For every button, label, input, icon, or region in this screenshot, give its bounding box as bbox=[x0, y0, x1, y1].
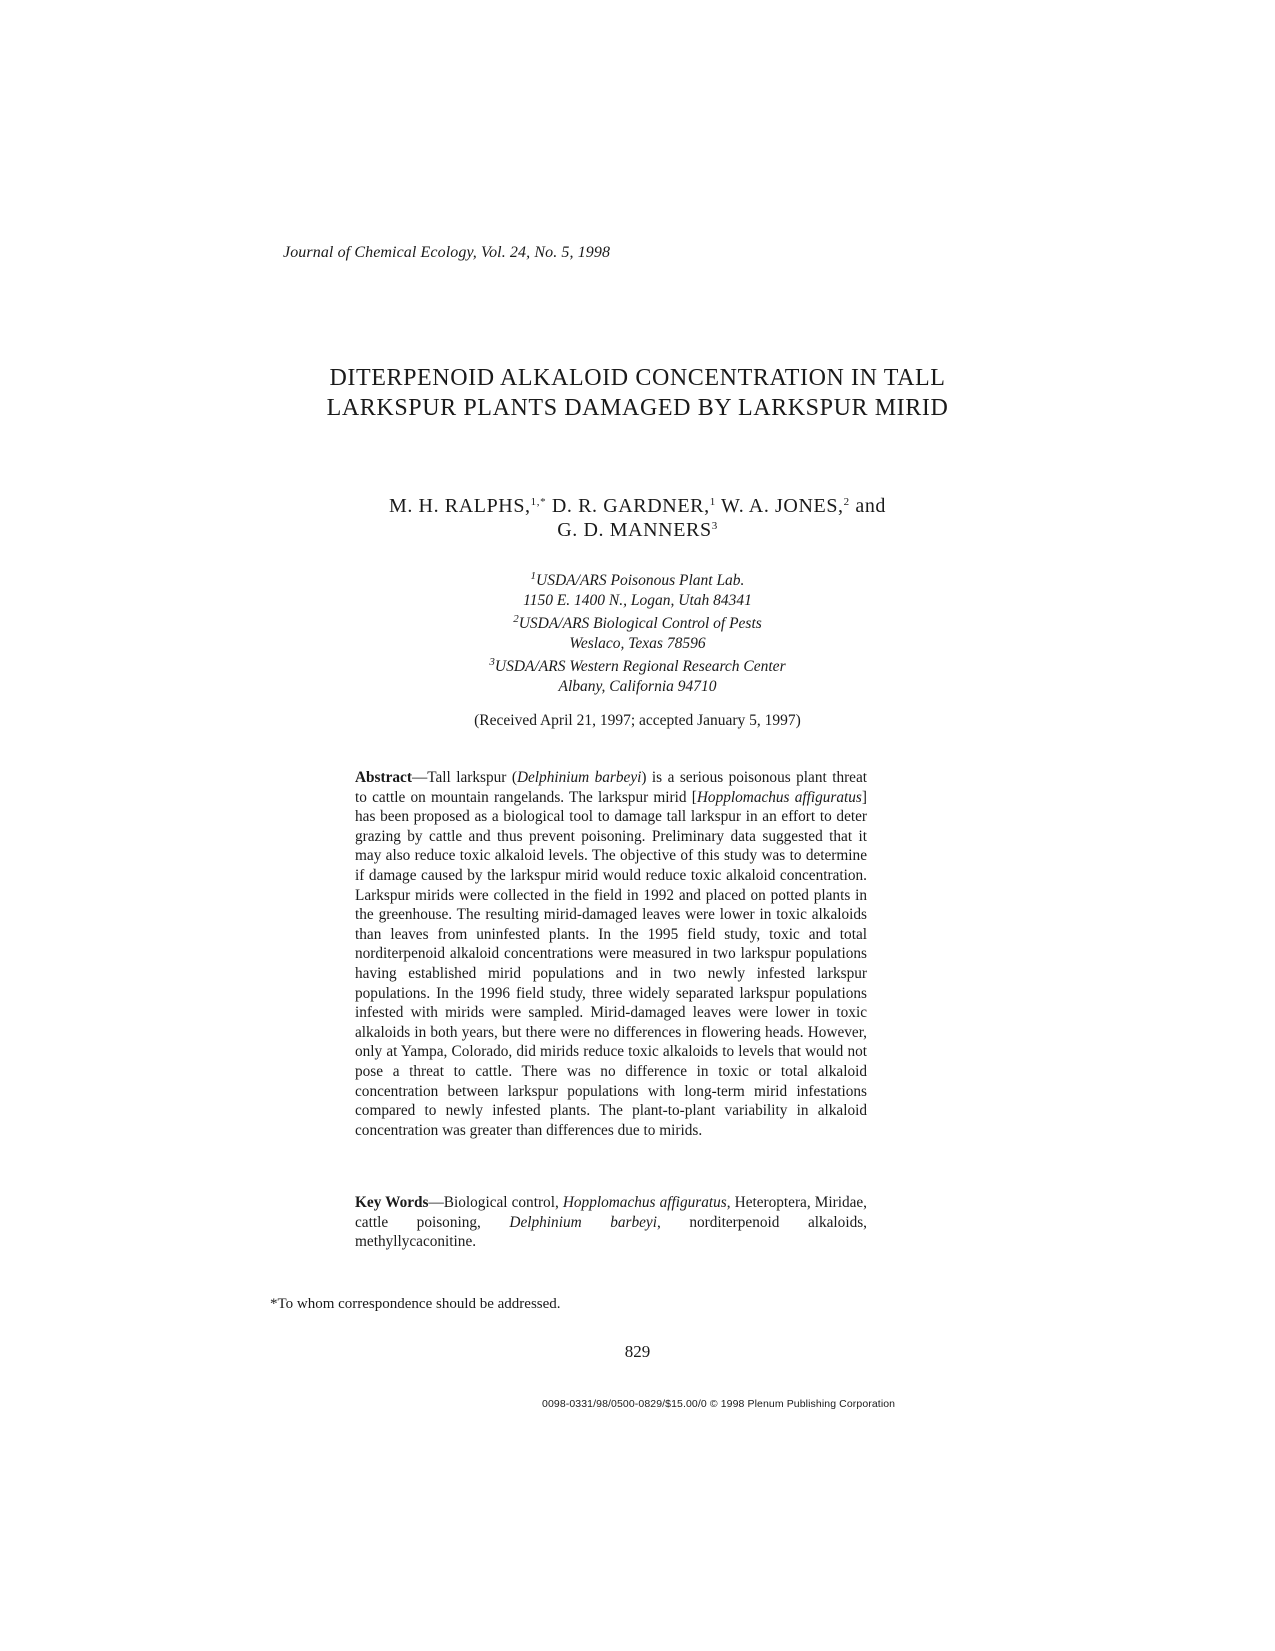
keywords-species-name: Delphinium barbeyi bbox=[509, 1213, 657, 1231]
received-dates: (Received April 21, 1997; accepted January 5, 1997) bbox=[474, 712, 801, 729]
keywords-text: , Heteroptera, Miridae, cattle poisoning, bbox=[355, 1194, 867, 1231]
abstract-text: ] has been proposed as a biological tool to damage tall larkspur in an effort to deter grazing by cattle and thus prevent poisoning. Preliminary data suggested that it may also reduce toxic alkaloid levels. The objective of this study was to determine if damage caused by the larkspur mirid would reduce toxic alkaloid concentration. Larkspur mirids were collected in the field in 1992 and placed on potted plants in the greenhouse. The resulting mirid-damaged leaves were lower in toxic alkaloids than leaves from uninfested plants. In the 1995 field study, toxic and total norditerpenoid alkaloid concentrations were measured in two larkspur populations having established mirid populations and in two newly infested larkspur populations. In the 1996 field study, three widely separated larkspur populations infested with mirids were sampled. Mirid-damaged leaves were lower in toxic alkaloids in both years, but there were no differences in flowering heads. However, only at Yampa, Colorado, did mirids reduce toxic alkaloids to levels that would not pose a threat to cattle. There was no difference in toxic or total alkaloid concentration between larkspur populations with long-term mirid infestations compared to newly infested plants. The plant-to-plant variability in alkaloid concentration was greater than differences due to mirids. bbox=[355, 788, 867, 1139]
keywords-text: , norditerpenoid alkaloids, methyllycaconitine. bbox=[355, 1213, 868, 1251]
affiliation-2 bbox=[200, 614, 1075, 653]
author-conjunction: and bbox=[855, 495, 887, 517]
title-line-2: LARKSPUR PLANTS DAMAGED BY LARKSPUR MIRID bbox=[326, 395, 949, 421]
affiliation-3 bbox=[200, 657, 1075, 696]
affiliation-address: Weslaco, Texas 78596 bbox=[569, 634, 706, 652]
author-name: W. A. JONES, bbox=[721, 495, 844, 517]
abstract-text: ) is a serious poisonous plant threat to cattle on mountain rangelands. The larkspur mirid [ bbox=[355, 769, 868, 806]
abstract bbox=[355, 768, 867, 1140]
keywords bbox=[355, 1193, 867, 1252]
author-name: G. D. MANNERS bbox=[557, 519, 712, 541]
author-name: M. H. RALPHS, bbox=[388, 495, 531, 517]
affiliation-1 bbox=[200, 571, 1075, 610]
abstract-species-name: Hopplomachus affiguratus bbox=[696, 788, 862, 806]
author-affiliation-marker: 3 bbox=[711, 520, 718, 532]
page-number: 829 bbox=[624, 1342, 651, 1361]
affiliation-marker: 1 bbox=[530, 570, 537, 582]
keywords-label: Key Words bbox=[355, 1194, 429, 1211]
affiliation-address: Albany, California 94710 bbox=[558, 677, 717, 695]
affiliation-address: 1150 E. 1400 N., Logan, Utah 84341 bbox=[523, 591, 752, 609]
journal-citation: Journal of Chemical Ecology, Vol. 24, No. 5, 1998 bbox=[283, 244, 611, 261]
author-list bbox=[200, 494, 1075, 542]
author-affiliation-marker: 2 bbox=[843, 496, 850, 508]
affiliation-name: USDA/ARS Poisonous Plant Lab. bbox=[536, 572, 745, 589]
keywords-species-name: Hopplomachus affiguratus bbox=[562, 1194, 727, 1211]
title-line-1: DITERPENOID ALKALOID CONCENTRATION IN TALL bbox=[329, 365, 946, 391]
abstract-text: —Tall larkspur ( bbox=[411, 769, 517, 786]
correspondence-footnote: *To whom correspondence should be addressed. bbox=[270, 1296, 561, 1312]
affiliation-marker: 3 bbox=[489, 656, 495, 668]
abstract-label: Abstract bbox=[355, 769, 412, 786]
author-name: D. R. GARDNER, bbox=[551, 495, 710, 517]
affiliation-name: USDA/ARS Western Regional Research Center bbox=[494, 658, 786, 675]
affiliation-name: USDA/ARS Biological Control of Pests bbox=[518, 615, 762, 632]
author-affiliation-marker: 1 bbox=[709, 496, 716, 508]
keywords-text: —Biological control, bbox=[428, 1194, 563, 1211]
author-line-2 bbox=[200, 518, 1075, 542]
abstract-species-name: Delphinium barbeyi bbox=[516, 769, 642, 786]
paper-title bbox=[200, 363, 1075, 423]
affiliation-marker: 2 bbox=[513, 613, 519, 625]
author-line-1 bbox=[200, 494, 1075, 518]
copyright-line: 0098-0331/98/0500-0829/$15.00/0 © 1998 Plenum Publishing Corporation bbox=[542, 1398, 896, 1410]
author-affiliation-marker: 1,* bbox=[530, 496, 547, 508]
